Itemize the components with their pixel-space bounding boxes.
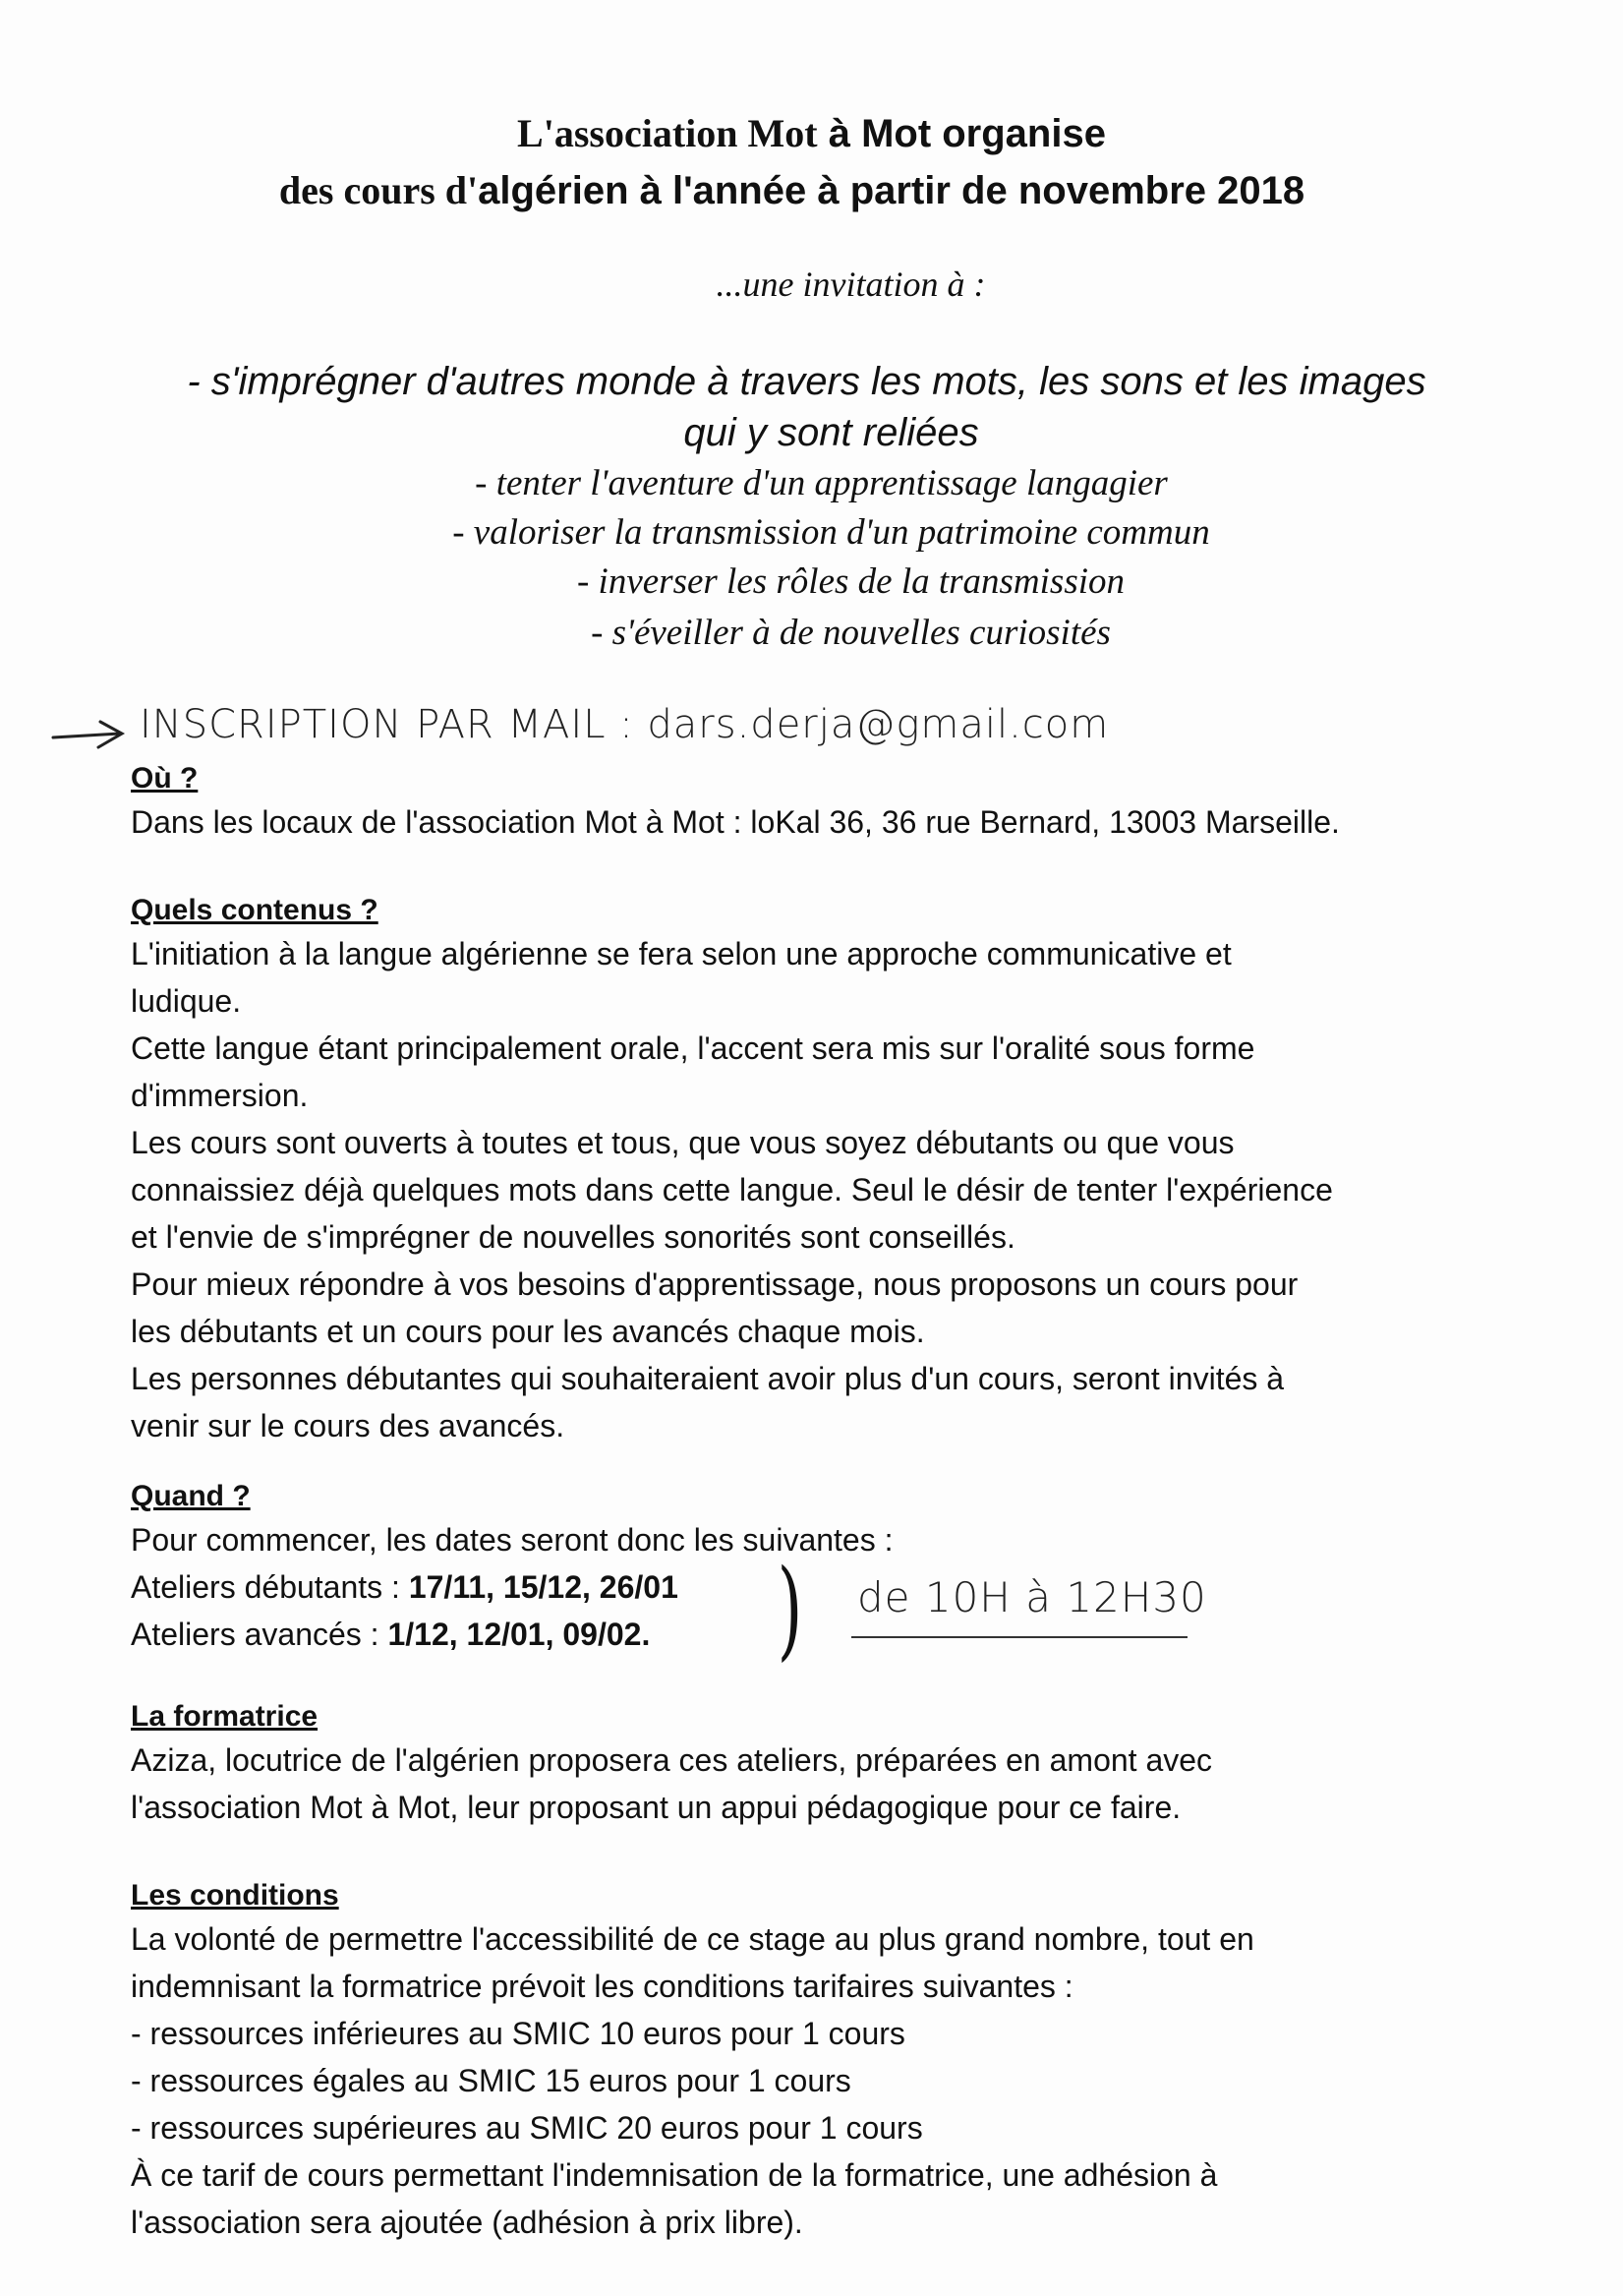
invitation-item: - tenter l'aventure d'un apprentissage langagier bbox=[475, 463, 1168, 503]
section-line: - ressources égales au SMIC 15 euros pour 1 cours bbox=[131, 2063, 851, 2098]
section-conditions bbox=[131, 1876, 1527, 2246]
handwritten-arrow-icon bbox=[49, 716, 128, 755]
invitation-item: - s'éveiller à de nouvelles curiosités bbox=[591, 613, 1111, 653]
invitation-intro: ...une invitation à : bbox=[716, 265, 986, 304]
section-line: Pour commencer, les dates seront donc les suivantes : bbox=[131, 1522, 894, 1558]
section-line: L'initiation à la langue algérienne se fera selon une approche communicative et bbox=[131, 936, 1232, 971]
handwritten-brace-icon: ) bbox=[777, 1546, 803, 1672]
section-heading: Les conditions bbox=[131, 1879, 339, 1912]
title-line2-sans: algérien à l'année à partir de novembre 2018 bbox=[478, 169, 1305, 212]
title-line1-sans: à Mot organise bbox=[828, 112, 1106, 155]
section-line: l'association Mot à Mot, leur proposant un appui pédagogique pour ce faire. bbox=[131, 1790, 1182, 1825]
handwritten-hours: de 10H à 12H30 bbox=[857, 1573, 1207, 1621]
title-line1-serif: L'association Mot bbox=[517, 111, 818, 155]
document-title-line-1 bbox=[0, 110, 1623, 156]
section-line: À ce tarif de cours permettant l'indemnisation de la formatrice, une adhésion à bbox=[131, 2157, 1218, 2193]
invitation-item: - valoriser la transmission d'un patrimoine commun bbox=[452, 512, 1210, 553]
section-line: Cette langue étant principalement orale, l'accent sera mis sur l'oralité sous forme bbox=[131, 1030, 1255, 1066]
section-heading: Quels contenus ? bbox=[131, 894, 378, 926]
handwritten-underline bbox=[851, 1636, 1188, 1638]
section-ou bbox=[131, 759, 1527, 846]
section-line: Aziza, locutrice de l'algérien proposera ces ateliers, préparées en amont avec bbox=[131, 1742, 1213, 1778]
section-line: - ressources inférieures au SMIC 10 euros pour 1 cours bbox=[131, 2016, 905, 2051]
schedule-label: Ateliers avancés : bbox=[131, 1617, 379, 1652]
schedule-label: Ateliers débutants : bbox=[131, 1569, 400, 1605]
schedule-debutants bbox=[131, 1563, 1527, 1611]
section-line: - ressources supérieures au SMIC 20 euros pour 1 cours bbox=[131, 2110, 923, 2146]
section-line: et l'envie de s'imprégner de nouvelles sonorités sont conseillés. bbox=[131, 1219, 1015, 1255]
document-title-line-2 bbox=[0, 167, 1603, 213]
schedule-dates: 17/11, 15/12, 26/01 bbox=[408, 1569, 678, 1605]
section-heading: Où ? bbox=[131, 762, 199, 795]
section-line: les débutants et un cours pour les avancés chaque mois. bbox=[131, 1314, 925, 1349]
section-line: Dans les locaux de l'association Mot à Mot : loKal 36, 36 rue Bernard, 13003 Marseille. bbox=[131, 804, 1340, 840]
schedule-dates: 1/12, 12/01, 09/02. bbox=[387, 1617, 651, 1652]
invitation-item: - s'imprégner d'autres monde à travers les mots, les sons et les images bbox=[187, 360, 1426, 403]
section-line: connaissiez déjà quelques mots dans cette langue. Seul le désir de tenter l'expérience bbox=[131, 1172, 1333, 1207]
section-line: Pour mieux répondre à vos besoins d'apprentissage, nous proposons un cours pour bbox=[131, 1266, 1299, 1302]
section-line: l'association sera ajoutée (adhésion à prix libre). bbox=[131, 2205, 803, 2240]
section-line: venir sur le cours des avancés. bbox=[131, 1408, 565, 1443]
section-contenus bbox=[131, 891, 1527, 1449]
section-line: Les cours sont ouverts à toutes et tous, que vous soyez débutants ou que vous bbox=[131, 1125, 1235, 1160]
section-formatrice bbox=[131, 1697, 1527, 1831]
handwritten-inscription: INSCRIPTION PAR MAIL : dars.derja@gmail.com bbox=[140, 702, 1110, 747]
invitation-item: - inverser les rôles de la transmission bbox=[576, 561, 1126, 602]
section-heading: La formatrice bbox=[131, 1700, 319, 1733]
section-line: indemnisant la formatrice prévoit les conditions tarifaires suivantes : bbox=[131, 1969, 1073, 2004]
invitation-item: qui y sont reliées bbox=[683, 411, 979, 454]
section-line: d'immersion. bbox=[131, 1078, 309, 1113]
section-line: ludique. bbox=[131, 983, 242, 1019]
title-line2-serif: des cours d' bbox=[278, 168, 479, 212]
schedule-avances bbox=[131, 1611, 1527, 1658]
section-line: La volonté de permettre l'accessibilité de ce stage au plus grand nombre, tout en bbox=[131, 1921, 1254, 1957]
section-quand bbox=[131, 1477, 1527, 1658]
section-line: Les personnes débutantes qui souhaiteraient avoir plus d'un cours, seront invités à bbox=[131, 1361, 1285, 1396]
section-heading: Quand ? bbox=[131, 1480, 251, 1512]
